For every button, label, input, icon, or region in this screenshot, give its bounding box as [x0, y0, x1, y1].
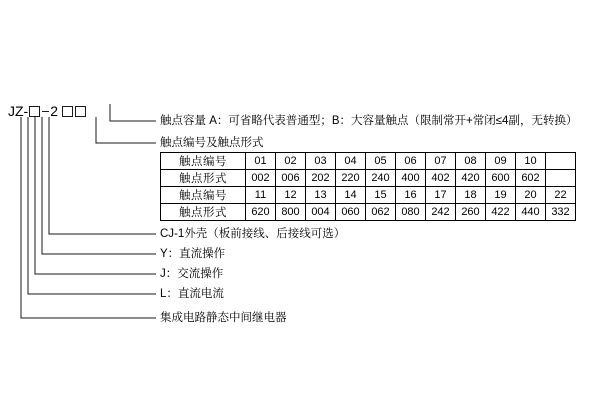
model-code-prefix: JZ- [8, 103, 29, 119]
model-code-dash [42, 111, 49, 112]
table-cell: 402 [426, 170, 456, 187]
table-cell: 332 [546, 204, 576, 221]
table-cell: 03 [306, 153, 336, 170]
table-cell: 004 [306, 204, 336, 221]
table-cell: 11 [246, 187, 276, 204]
table-cell [546, 153, 576, 170]
table-row-header: 触点形式 [161, 204, 246, 221]
contact-table [160, 152, 576, 221]
table-cell: 800 [276, 204, 306, 221]
table-cell: 20 [516, 187, 546, 204]
table-cell: 006 [276, 170, 306, 187]
table-cell: 05 [366, 153, 396, 170]
table-cell: 202 [306, 170, 336, 187]
table-row-header: 触点形式 [161, 170, 246, 187]
table-row [161, 153, 576, 170]
table-cell: 22 [546, 187, 576, 204]
model-code-box-2 [62, 106, 73, 117]
model-code-box-1 [29, 106, 40, 117]
table-cell: 002 [246, 170, 276, 187]
table-cell: 02 [276, 153, 306, 170]
table-row [161, 187, 576, 204]
table-cell: 062 [366, 204, 396, 221]
label-product-name: 集成电路静态中间继电器 [160, 312, 287, 324]
table-cell: 14 [336, 187, 366, 204]
table-cell: 17 [426, 187, 456, 204]
table-cell: 420 [456, 170, 486, 187]
table-cell: 19 [486, 187, 516, 204]
label-enclosure: CJ-1外壳（板前接线、后接线可选） [160, 228, 346, 240]
table-row [161, 204, 576, 221]
label-ac-wiring: J：交流操作 [160, 268, 224, 280]
table-cell: 242 [426, 204, 456, 221]
table-cell: 060 [336, 204, 366, 221]
table-cell: 220 [336, 170, 366, 187]
model-code [8, 104, 87, 118]
table-row [161, 170, 576, 187]
table-row-header: 触点编号 [161, 187, 246, 204]
table-cell: 422 [486, 204, 516, 221]
table-cell: 09 [486, 153, 516, 170]
label-dc-current: L：直流电流 [160, 288, 224, 300]
table-cell: 16 [396, 187, 426, 204]
table-cell: 440 [516, 204, 546, 221]
label-contact-number-form: 触点编号及触点形式 [160, 137, 264, 149]
table-cell: 260 [456, 204, 486, 221]
table-cell: 08 [456, 153, 486, 170]
table-cell: 13 [306, 187, 336, 204]
model-code-series: 2 [50, 103, 59, 119]
table-cell: 400 [396, 170, 426, 187]
model-code-box-3 [75, 106, 86, 117]
table-cell: 12 [276, 187, 306, 204]
table-cell: 602 [516, 170, 546, 187]
table-cell: 240 [366, 170, 396, 187]
label-contact-capacity: 触点容量 A：可省略代表普通型；B：大容量触点（限制常开+常闭≤4副，无转换） [160, 115, 578, 127]
table-cell: 10 [516, 153, 546, 170]
table-cell: 04 [336, 153, 366, 170]
table-cell: 01 [246, 153, 276, 170]
table-cell [546, 170, 576, 187]
table-cell: 15 [366, 187, 396, 204]
table-row-header: 触点编号 [161, 153, 246, 170]
table-cell: 080 [396, 204, 426, 221]
table-cell: 620 [246, 204, 276, 221]
table-cell: 07 [426, 153, 456, 170]
table-cell: 600 [486, 170, 516, 187]
label-dc-wiring: Y：直流操作 [160, 248, 226, 260]
table-cell: 18 [456, 187, 486, 204]
table-cell: 06 [396, 153, 426, 170]
